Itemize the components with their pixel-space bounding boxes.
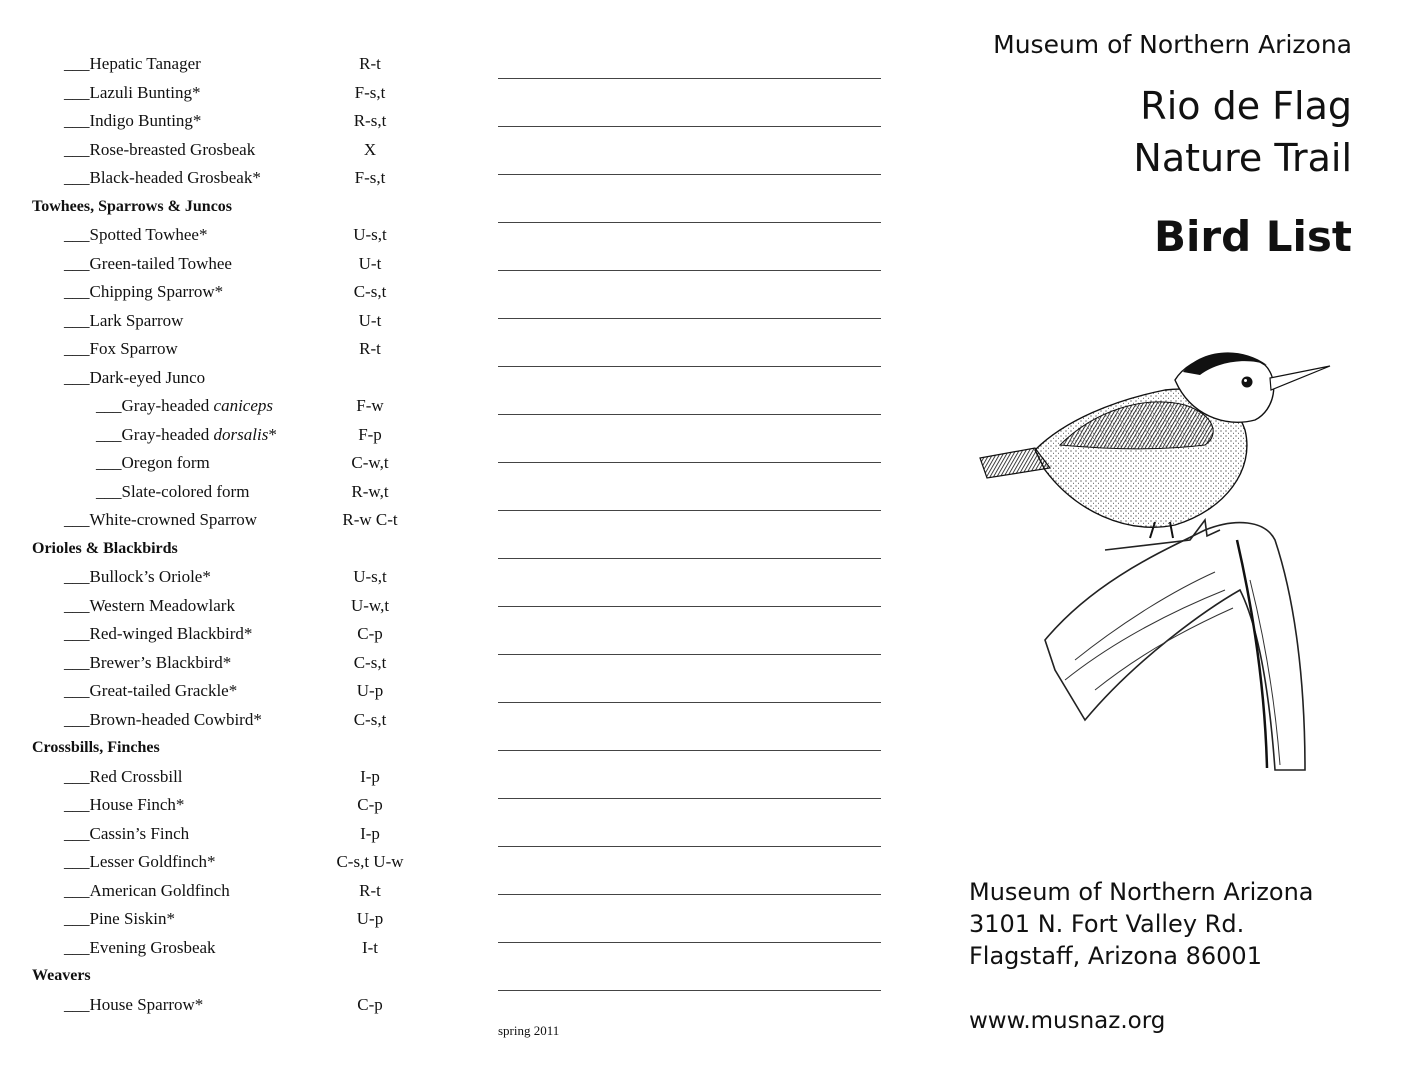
note-line [498, 702, 881, 703]
note-line [498, 318, 881, 319]
address-line-3: Flagstaff, Arizona 86001 [969, 942, 1262, 970]
species-name: Gray-headed caniceps [121, 396, 274, 415]
list-item [64, 764, 420, 790]
note-line [498, 510, 881, 511]
checkbox-blank: ___ [64, 225, 90, 244]
species-name: Western Meadowlark [89, 595, 235, 615]
note-line [498, 846, 881, 847]
list-item [96, 450, 420, 476]
species-name: Fox Sparrow [89, 339, 178, 358]
species-name: Evening Grosbeak [89, 937, 216, 957]
list-item [64, 308, 420, 334]
checkbox-blank: ___ [64, 994, 90, 1014]
list-item [64, 507, 420, 533]
note-line [498, 78, 881, 79]
species-name: Red Crossbill [89, 766, 183, 786]
species-name: Gray-headed dorsalis* [121, 424, 277, 444]
abundance-code: C-s,t [353, 709, 387, 729]
abundance-code: C-s,t U-w [336, 852, 404, 871]
abundance-code: F-s,t [354, 168, 386, 187]
list-item [64, 336, 420, 362]
species-name: Great-tailed Grackle* [89, 681, 238, 700]
abundance-code: U-t [358, 253, 382, 273]
checkbox-blank: ___ [64, 624, 90, 643]
list-item [64, 707, 420, 733]
checkbox-blank: ___ [64, 139, 90, 159]
abundance-code: C-s,t [353, 652, 387, 672]
note-line [498, 270, 881, 271]
note-line [498, 894, 881, 895]
species-name: Red-winged Blackbird* [89, 624, 253, 643]
species-name: Pine Siskin* [89, 909, 175, 928]
abundance-code: C-p [357, 624, 383, 643]
abundance-code: U-p [356, 909, 384, 928]
checkbox-blank: ___ [64, 852, 90, 871]
abundance-code: U-s,t [353, 225, 387, 244]
checkbox-blank: ___ [96, 481, 122, 501]
species-name: Lazuli Bunting* [89, 82, 201, 102]
list-item [64, 593, 420, 619]
note-line [498, 462, 881, 463]
section-heading: Towhees, Sparrows & Juncos [32, 197, 233, 215]
checkbox-blank: ___ [64, 168, 90, 187]
list-item [64, 650, 420, 676]
museum-address [969, 876, 1314, 972]
notes-area [498, 0, 882, 1088]
abundance-code: C-w,t [351, 453, 389, 472]
abundance-code: C-p [357, 795, 383, 814]
list-item [64, 678, 420, 704]
species-name: Rose-breasted Grosbeak [89, 139, 256, 159]
list-item [64, 51, 420, 77]
checkbox-blank: ___ [64, 567, 90, 586]
abundance-code: R-t [359, 880, 381, 900]
list-item [64, 821, 420, 847]
species-name: Lesser Goldfinch* [89, 852, 216, 871]
species-name: Black-headed Grosbeak* [89, 168, 261, 187]
cover-panel [900, 0, 1408, 1088]
species-name: Slate-colored form [121, 481, 250, 501]
checkbox-blank: ___ [64, 310, 90, 330]
section-heading: Orioles & Blackbirds [32, 539, 178, 557]
list-item [64, 849, 420, 875]
checkbox-blank: ___ [64, 367, 90, 387]
species-name: Spotted Towhee* [89, 225, 208, 244]
note-line [498, 654, 881, 655]
species-name: Bullock’s Oriole* [89, 567, 211, 586]
note-line [498, 558, 881, 559]
species-name: Cassin’s Finch [89, 823, 190, 843]
checkbox-blank: ___ [64, 652, 90, 672]
list-item [64, 251, 420, 277]
species-name: Indigo Bunting* [89, 111, 202, 130]
abundance-code: F-s,t [354, 82, 386, 102]
abundance-code: R-w,t [351, 481, 389, 501]
list-item [64, 621, 420, 647]
species-name: Oregon form [121, 453, 210, 472]
list-item [64, 137, 420, 163]
list-item [64, 365, 420, 391]
abundance-code: U-w,t [350, 595, 390, 615]
abundance-code: X [363, 139, 377, 159]
list-item [96, 479, 420, 505]
species-name: American Goldfinch [89, 880, 230, 900]
abundance-code: R-t [359, 339, 381, 358]
list-item [96, 422, 420, 448]
abundance-code: F-w [356, 396, 384, 415]
abundance-code: C-p [357, 994, 383, 1014]
species-name: Hepatic Tanager [89, 54, 201, 73]
list-item [64, 222, 420, 248]
species-name: Green-tailed Towhee [89, 253, 232, 273]
list-item [64, 165, 420, 191]
list-item [64, 878, 420, 904]
checkbox-blank: ___ [64, 282, 90, 301]
checkbox-blank: ___ [64, 937, 90, 957]
note-line [498, 990, 881, 991]
list-item [64, 906, 420, 932]
list-item [64, 80, 420, 106]
list-item [64, 108, 420, 134]
checkbox-blank: ___ [96, 453, 122, 472]
checkbox-blank: ___ [64, 880, 90, 900]
list-item [64, 792, 420, 818]
species-name: House Sparrow* [89, 994, 204, 1014]
section-heading: Crossbills, Finches [32, 739, 160, 756]
note-line [498, 222, 881, 223]
list-item [64, 992, 420, 1018]
species-name: White-crowned Sparrow [89, 510, 258, 529]
section-heading: Weavers [32, 967, 91, 984]
checkbox-blank: ___ [96, 396, 122, 415]
note-line [498, 366, 881, 367]
note-line [498, 606, 881, 607]
species-name: Brewer’s Blackbird* [89, 652, 232, 672]
checkbox-blank: ___ [64, 766, 90, 786]
abundance-code: R-w C-t [342, 510, 398, 529]
abundance-code: F-p [358, 424, 382, 444]
species-name: Brown-headed Cowbird* [89, 709, 262, 729]
species-name: Lark Sparrow [89, 310, 184, 330]
abundance-code: U-p [356, 681, 384, 700]
note-line [498, 126, 881, 127]
address-line-1: Museum of Northern Arizona [969, 878, 1314, 906]
season-label: spring 2011 [498, 1023, 560, 1038]
checkbox-blank: ___ [64, 709, 90, 729]
abundance-code: I-p [360, 766, 380, 786]
title-line-3: Bird List [1153, 212, 1352, 261]
checkbox-blank: ___ [64, 111, 90, 130]
abundance-code: U-s,t [353, 567, 387, 586]
abundance-code: I-t [361, 937, 379, 957]
abundance-code: C-s,t [353, 282, 387, 301]
title-line-2: Nature Trail [1133, 136, 1352, 180]
checkbox-blank: ___ [64, 909, 90, 928]
checkbox-blank: ___ [64, 82, 90, 102]
note-line [498, 798, 881, 799]
species-name: Chipping Sparrow* [89, 282, 224, 301]
abundance-code: I-p [360, 823, 380, 843]
website-link[interactable]: www.musnaz.org [969, 1008, 1166, 1034]
checkbox-blank: ___ [64, 795, 90, 814]
abundance-code: R-s,t [353, 111, 387, 130]
checkbox-blank: ___ [64, 595, 90, 615]
list-item [64, 564, 420, 590]
note-line [498, 414, 881, 415]
checkbox-blank: ___ [96, 424, 122, 444]
note-line [498, 174, 881, 175]
abundance-code: R-t [359, 54, 381, 73]
checkbox-blank: ___ [64, 54, 90, 73]
bird-checklist [0, 0, 480, 1088]
address-line-2: 3101 N. Fort Valley Rd. [969, 910, 1245, 938]
checkbox-blank: ___ [64, 253, 90, 273]
list-item [64, 935, 420, 961]
checkbox-blank: ___ [64, 339, 90, 358]
species-name: Dark-eyed Junco [89, 367, 206, 387]
checkbox-blank: ___ [64, 823, 90, 843]
abundance-code: U-t [358, 310, 382, 330]
list-item [96, 393, 420, 419]
species-name: House Finch* [89, 795, 185, 814]
nuthatch-illustration [975, 340, 1335, 780]
note-line [498, 942, 881, 943]
title-line-1: Rio de Flag [1140, 84, 1352, 128]
checkbox-blank: ___ [64, 681, 90, 700]
checkbox-blank: ___ [64, 510, 90, 529]
list-item [64, 279, 420, 305]
note-line [498, 750, 881, 751]
museum-name: Museum of Northern Arizona [993, 30, 1352, 59]
